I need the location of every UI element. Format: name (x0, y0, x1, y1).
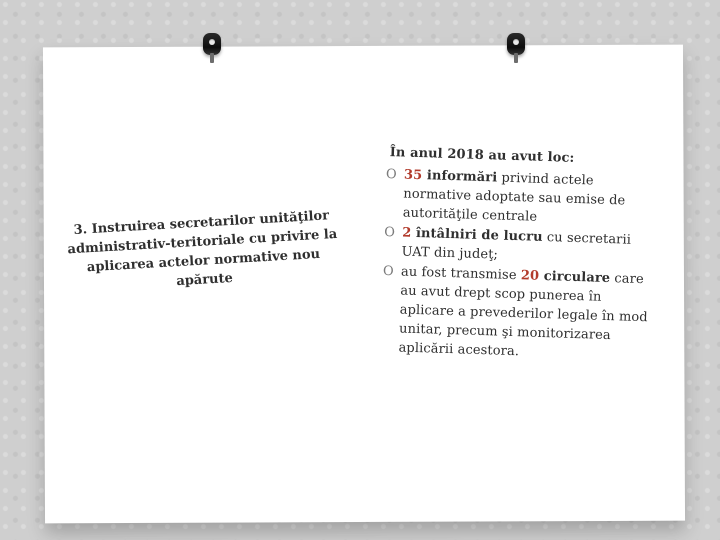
bullet-emphasis: informări (422, 168, 498, 186)
bullet-lead-text: au fost transmise (400, 264, 522, 284)
pin-icon (203, 33, 221, 63)
bullet-item (385, 165, 661, 231)
pin-shaft (514, 53, 518, 63)
right-heading: În anul 2018 au avut loc: (389, 145, 575, 166)
pin-hole (209, 39, 215, 45)
pin-hole (513, 39, 519, 45)
left-title: 3. Instruirea secretarilor unităţilor administrativ-teritoriale cu privire la aplicarea actelor normative nou apărute (67, 208, 338, 290)
bullet-text: privind actele normative adoptate sau emise de autorităţile centrale (402, 170, 626, 225)
bullet-marker-icon: O (385, 166, 398, 183)
pin-head (507, 33, 525, 55)
bullet-highlight: 2 (401, 225, 412, 241)
bullet-highlight: 35 (403, 167, 423, 184)
right-content (380, 143, 661, 367)
pin-icon (507, 33, 525, 63)
bullet-marker-icon: O (382, 263, 394, 280)
bullet-marker-icon: O (383, 224, 396, 241)
bullet-emphasis: întâlniri de lucru (411, 225, 543, 245)
bullet-item (380, 262, 657, 366)
bullet-highlight: 20 (520, 268, 540, 284)
bullet-list (380, 165, 660, 366)
bullet-text: cu secretarii UAT din judeţ; (401, 229, 632, 263)
pin-head (203, 33, 221, 55)
bullet-emphasis: circulare (538, 268, 611, 287)
bullet-text: care au avut drept scop punerea în aplicare a prevederilor legale în mod unitar, precum şi monitorizarea aplicării acestora. (398, 271, 648, 360)
pin-shaft (210, 53, 214, 63)
